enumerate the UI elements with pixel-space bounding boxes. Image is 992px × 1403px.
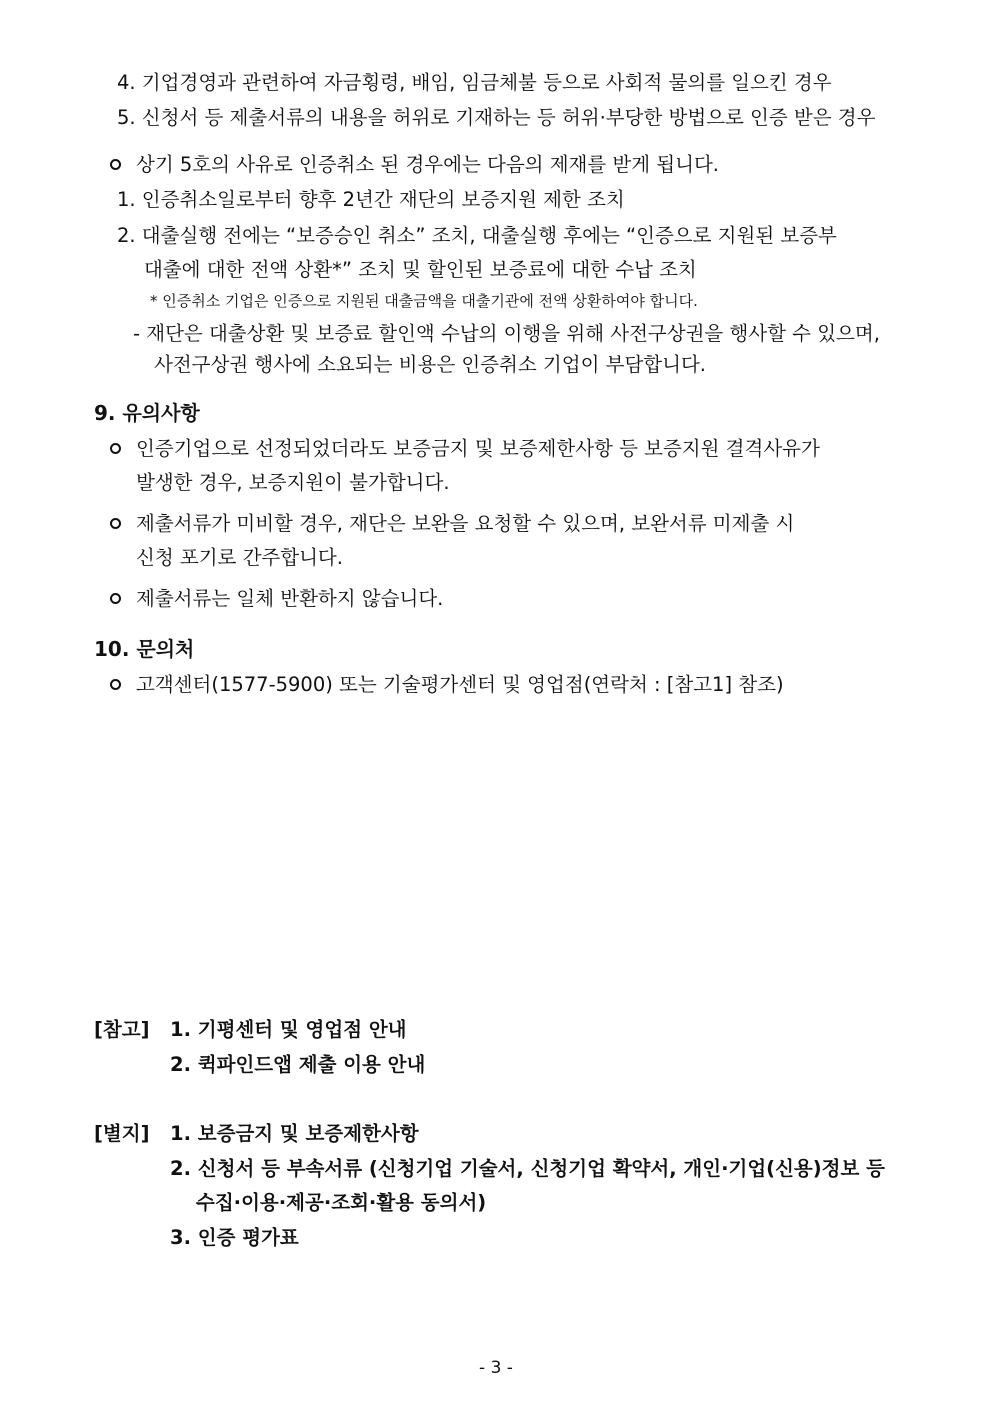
section-9-bullet-3: 제출서류는 일체 반환하지 않습니다. xyxy=(136,587,444,610)
reference-item-1: 1. 기평센터 및 영업점 안내 xyxy=(170,1018,407,1041)
bullet-circle-icon xyxy=(110,593,121,604)
attachment-label: [별지] xyxy=(94,1122,150,1145)
page-number: - 3 - xyxy=(479,1358,513,1378)
bullet-circle-icon xyxy=(110,518,121,529)
sanction-dash-line1: - 재단은 대출상환 및 보증료 할인액 수납의 이행을 위해 사전구상권을 행사할 수 있으며, xyxy=(133,322,880,345)
reference-label: [참고] xyxy=(94,1018,150,1041)
sanction-item-2-line1: 2. 대출실행 전에는 “보증승인 취소” 조치, 대출실행 후에는 “인증으로 지원된 보증부 xyxy=(117,224,837,247)
section-10-bullet-1: 고객센터(1577-5900) 또는 기술평가센터 및 영업점(연락처 : [참고1] 참조) xyxy=(136,673,784,696)
attachment-item-2-line1: 2. 신청서 등 부속서류 (신청기업 기술서, 신청기업 확약서, 개인·기업(신용)정보 등 xyxy=(170,1157,885,1180)
attachment-item-2-line2: 수집·이용·제공·조회·활용 동의서) xyxy=(196,1191,487,1214)
cancel-reason-4: 4. 기업경영과 관련하여 자금횡령, 배임, 임금체불 등으로 사회적 물의를 일으킨 경우 xyxy=(117,71,832,94)
sanction-item-1: 1. 인증취소일로부터 향후 2년간 재단의 보증지원 제한 조치 xyxy=(117,188,625,211)
cancel-reason-5: 5. 신청서 등 제출서류의 내용을 허위로 기재하는 등 허위·부당한 방법으로 인증 받은 경우 xyxy=(117,106,876,129)
sanction-note: * 인증취소 기업은 인증으로 지원된 대출금액을 대출기관에 전액 상환하여야 합니다. xyxy=(150,292,698,310)
section-9-bullet-2-line1: 제출서류가 미비할 경우, 재단은 보완을 요청할 수 있으며, 보완서류 미제출 시 xyxy=(136,512,795,535)
sanctions-intro: 상기 5호의 사유로 인증취소 된 경우에는 다음의 제재를 받게 됩니다. xyxy=(136,153,719,176)
section-9-bullet-2-line2: 신청 포기로 간주합니다. xyxy=(136,546,343,569)
section-9-title: 9. 유의사항 xyxy=(94,401,200,425)
section-10-title: 10. 문의처 xyxy=(94,637,195,661)
bullet-circle-icon xyxy=(110,443,121,454)
reference-item-2: 2. 퀵파인드앱 제출 이용 안내 xyxy=(170,1053,426,1076)
sanction-dash-line2: 사전구상권 행사에 소요되는 비용은 인증취소 기업이 부담합니다. xyxy=(154,353,706,376)
section-9-bullet-1-line2: 발생한 경우, 보증지원이 불가합니다. xyxy=(136,471,450,494)
section-9-bullet-1-line1: 인증기업으로 선정되었더라도 보증금지 및 보증제한사항 등 보증지원 결격사유가 xyxy=(136,437,820,460)
bullet-circle-icon xyxy=(110,159,121,170)
sanction-item-2-line2: 대출에 대한 전액 상환*” 조치 및 할인된 보증료에 대한 수납 조치 xyxy=(144,258,697,281)
bullet-circle-icon xyxy=(110,679,121,690)
attachment-item-1: 1. 보증금지 및 보증제한사항 xyxy=(170,1122,419,1145)
attachment-item-3: 3. 인증 평가표 xyxy=(170,1226,299,1249)
